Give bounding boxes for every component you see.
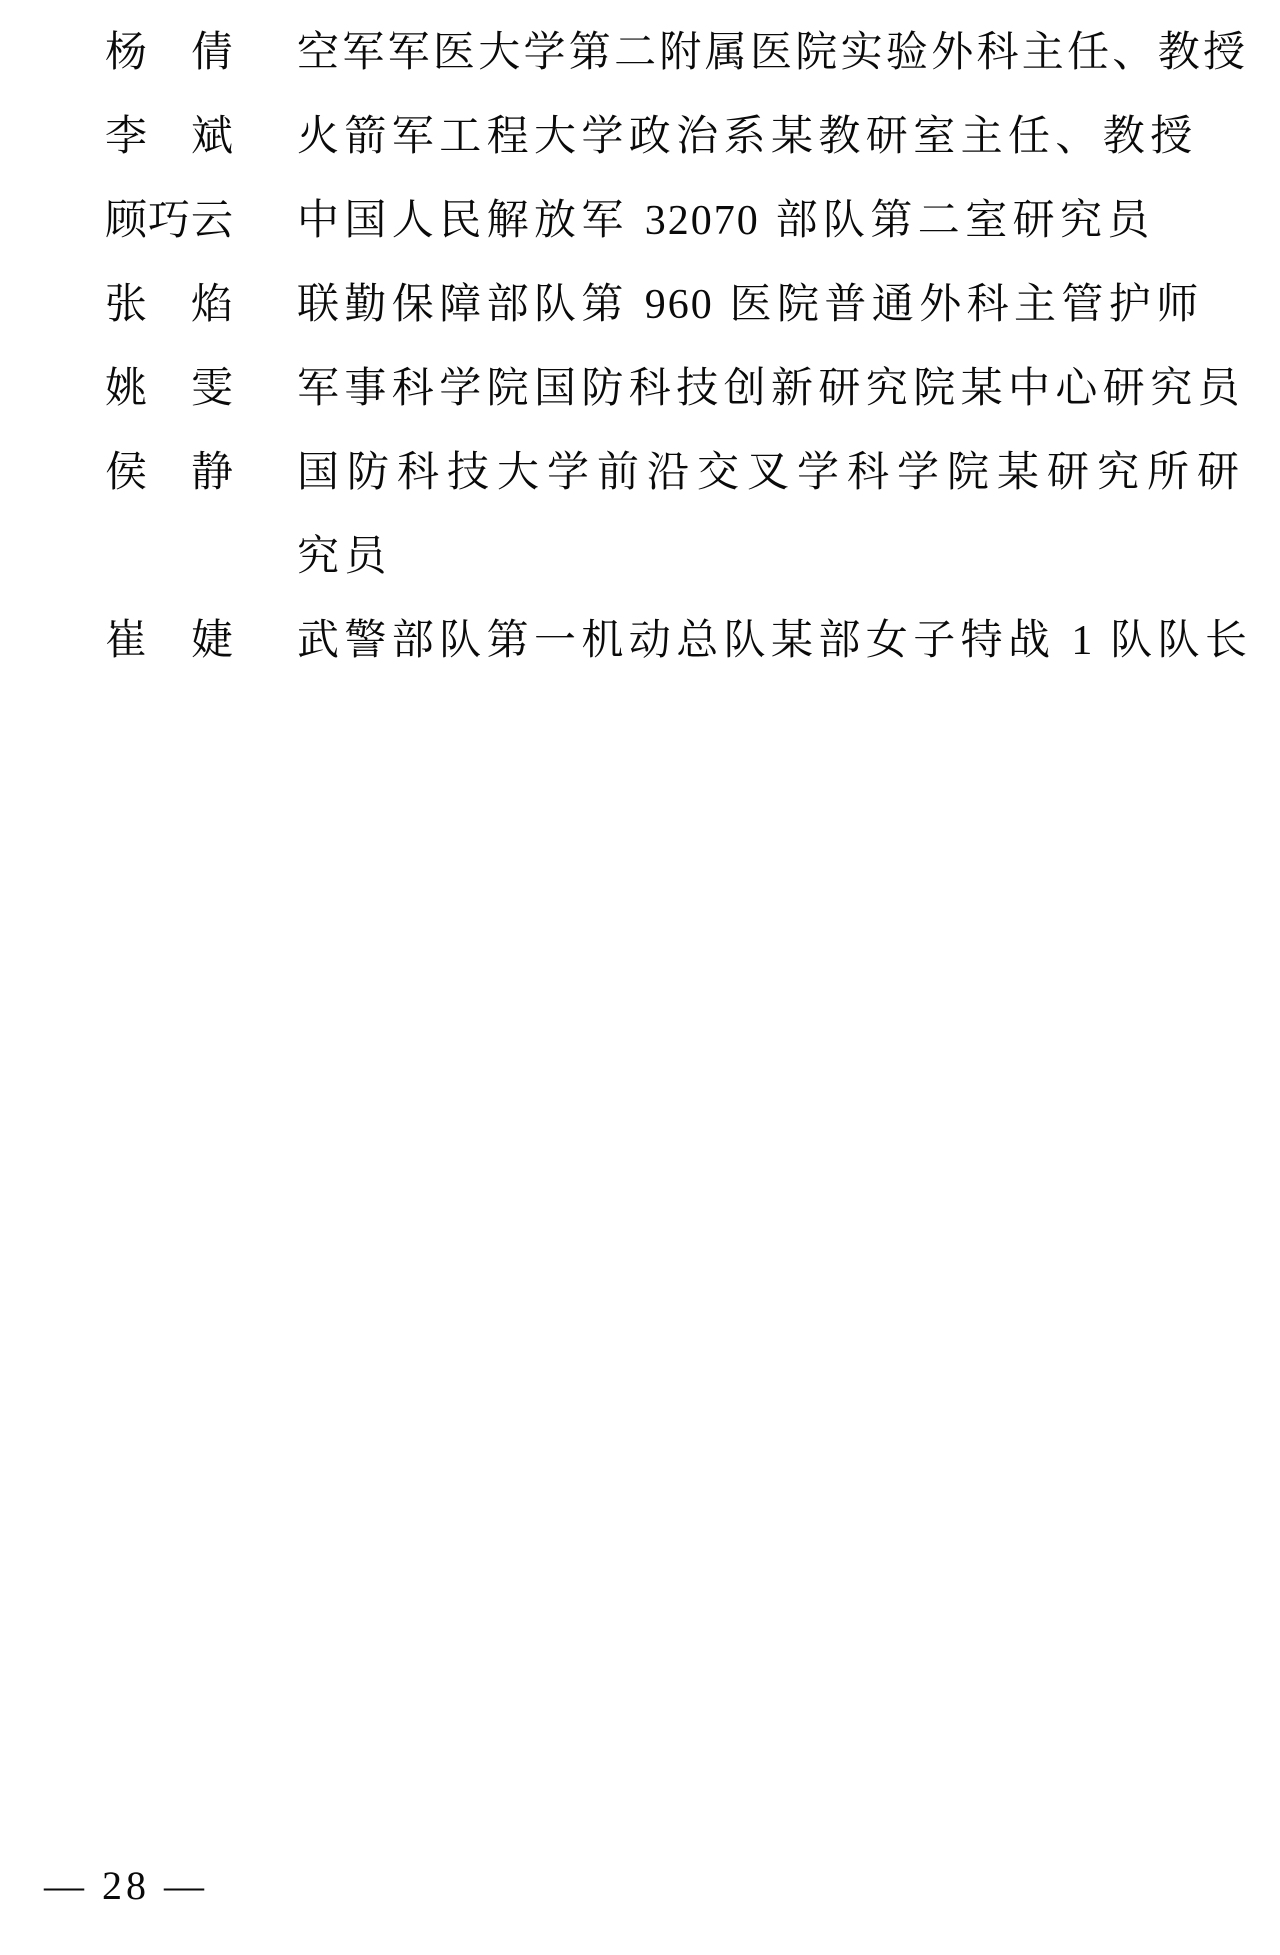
title-line: 武警部队第一机动总队某部女子特战 1 队队长 (297, 618, 1253, 664)
person-title (297, 431, 1253, 599)
title-line-continuation: 究员 (297, 534, 392, 580)
person-title (297, 263, 1253, 347)
person-name: 崔婕 (105, 618, 233, 664)
title-line: 火箭军工程大学政治系某教研室主任、教授 (297, 114, 1198, 160)
roster-row (105, 11, 1253, 95)
person-title (297, 599, 1253, 683)
page-number: — 28 — (44, 1863, 208, 1908)
roster-row (105, 179, 1253, 263)
title-line: 联勤保障部队第 960 医院普通外科主管护师 (297, 282, 1204, 328)
title-line: 中国人民解放军 32070 部队第二室研究员 (297, 198, 1155, 244)
person-title (297, 11, 1253, 95)
unit-number: 32070 (644, 198, 760, 244)
person-name: 侯静 (105, 450, 233, 496)
unit-number: 960 (644, 282, 714, 328)
honor-roster-list (105, 11, 1253, 683)
person-title (297, 95, 1253, 179)
roster-row (105, 95, 1253, 179)
person-name: 顾巧云 (105, 198, 233, 244)
person-name: 张焰 (105, 282, 233, 328)
person-name: 杨倩 (105, 30, 233, 76)
unit-number: 1 (1071, 618, 1095, 664)
title-line: 军事科学院国防科技创新研究院某中心研究员 (297, 366, 1246, 412)
roster-row (105, 599, 1253, 683)
person-title (297, 179, 1253, 263)
title-line: 空军军医大学第二附属医院实验外科主任、教授 (297, 30, 1249, 76)
title-line: 国防科技大学前沿交叉学科学院某研究所研 (297, 450, 1248, 496)
roster-row (105, 263, 1253, 347)
person-name: 姚雯 (105, 366, 233, 412)
roster-row (105, 431, 1253, 599)
roster-row (105, 347, 1253, 431)
person-title (297, 347, 1253, 431)
person-name: 李斌 (105, 114, 233, 160)
